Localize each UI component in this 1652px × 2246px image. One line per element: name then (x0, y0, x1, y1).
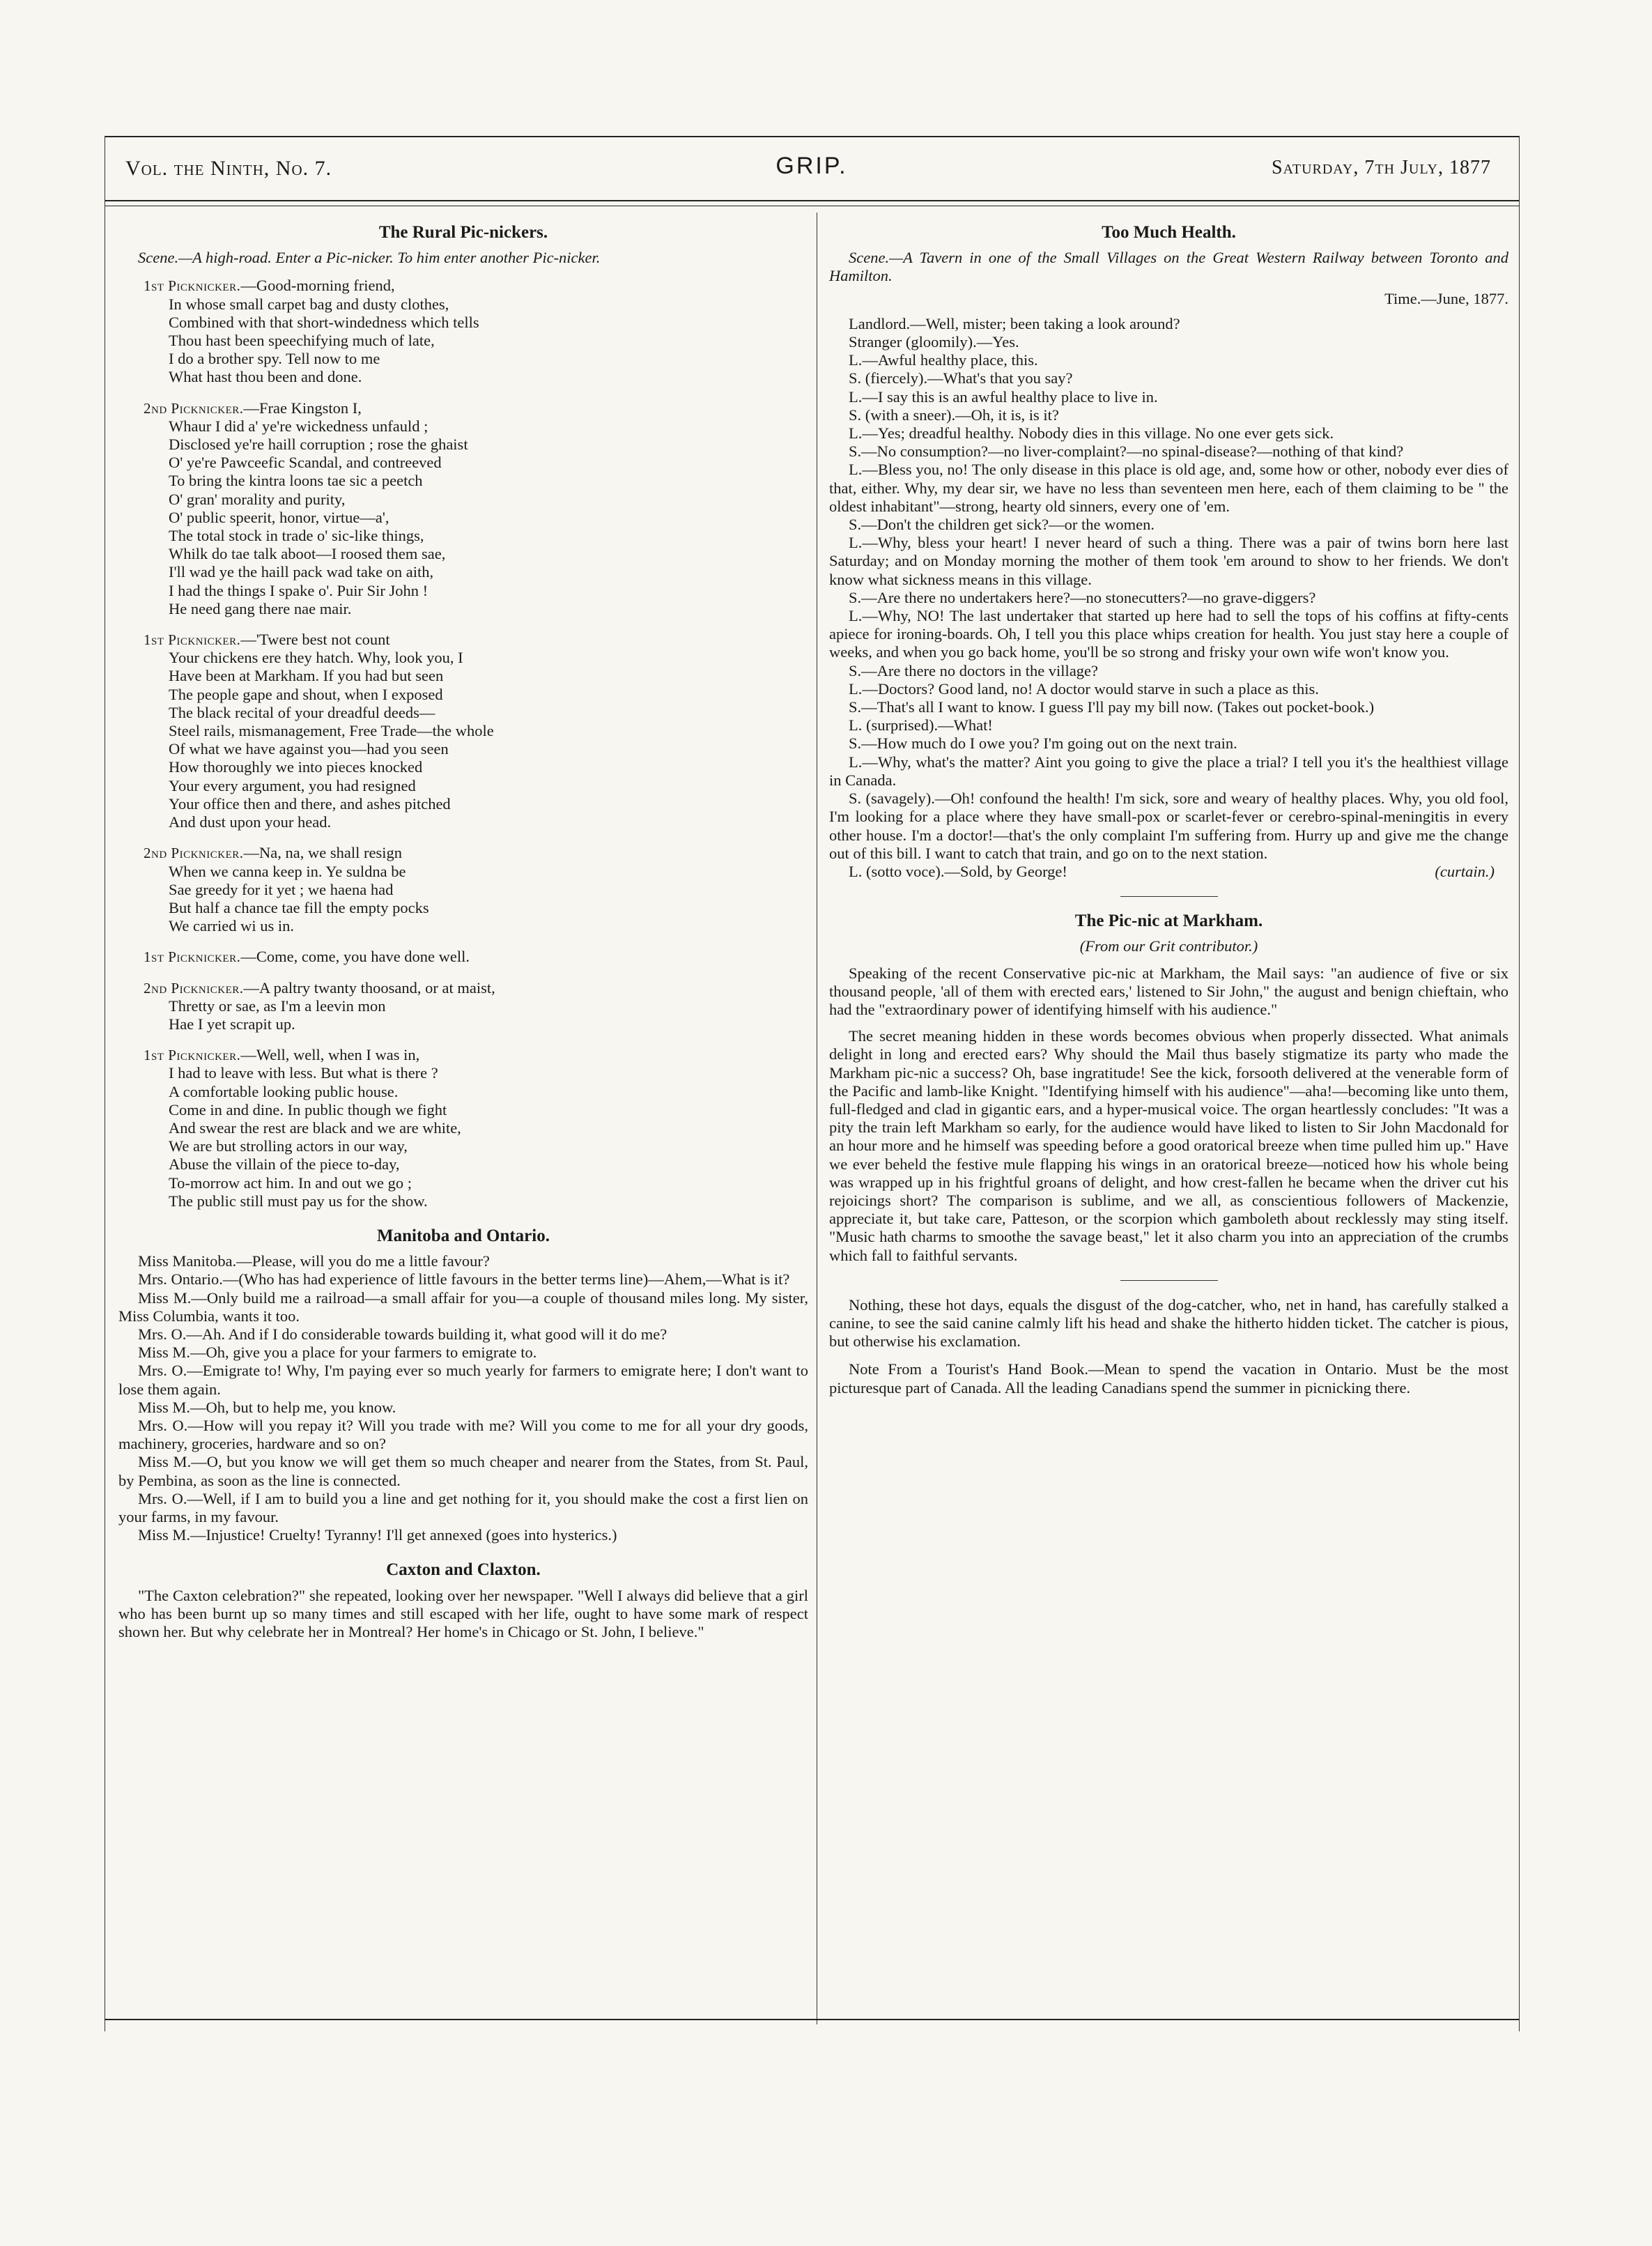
markham-article (829, 964, 1508, 1265)
verse-line: I had to leave with less. But what is there ? (169, 1064, 438, 1082)
dialogue-line: Miss M.—Only build me a railroad—a small affair for you—a couple of thousand miles long. My sister, Miss Columbia, wants it too. (118, 1289, 808, 1325)
verse-line: Whaur I did a' ye're wickedness unfauld ; (169, 417, 429, 435)
verse-line: O' public speerit, honor, virtue—a', (169, 508, 389, 526)
verse-first-line (118, 844, 808, 862)
verse-line: I do a brother spy. Tell now to me (169, 350, 380, 368)
health-dialogue (829, 315, 1508, 863)
verse-line: Have been at Markham. If you had but seen (169, 667, 444, 685)
verse-first-line (118, 948, 808, 966)
verse-line: Your every argument, you had resigned (169, 776, 416, 794)
verse-line: Thretty or sae, as I'm a leevin mon (169, 997, 386, 1015)
dialogue-line: Mrs. O.—Emigrate to! Why, I'm paying ever so much yearly for farmers to emigrate here; I don't want to lose them again. (118, 1362, 808, 1398)
speaker-name: 2nd Picknicker. (144, 845, 244, 862)
masthead-title: GRIP. (775, 153, 848, 179)
verse-speech (118, 844, 808, 935)
verse-line: But half a chance tae fill the empty pocks (169, 898, 429, 916)
nothing-paragraph: Nothing, these hot days, equals the disgust of the dog-catcher, who, net in hand, has carefully stalked a canine, to see the said canine calmly lift his head and shake the hitherto hidden ticket. The catcher is pious, but otherwise his exclamation. (829, 1295, 1508, 1351)
article-title-markham: The Pic-nic at Markham. (1074, 912, 1263, 931)
verse-first-line (118, 979, 808, 997)
verse-line: —Na, na, we shall resign (243, 844, 402, 862)
closing-line (829, 863, 1508, 881)
verse-line: Whilk do tae talk aboot—I roosed them sae, (169, 545, 446, 563)
dialogue-line: L.—Doctors? Good land, no! A doctor would starve in such a place as this. (849, 679, 1319, 698)
verse-line: I'll wad ye the haill pack wad take on aith, (169, 563, 434, 581)
header-rule (105, 200, 1519, 206)
verse-speech (118, 948, 808, 966)
verse-line: We are but strolling actors in our way, (169, 1137, 408, 1155)
verse-line: —Frae Kingston I, (243, 399, 362, 417)
dialogue-line: Miss M.—Oh, give you a place for your farmers to emigrate to. (138, 1344, 537, 1362)
verse-line: Your chickens ere they hatch. Why, look you, I (169, 649, 463, 667)
verse-speech (118, 979, 808, 1034)
dialogue-line: S. (savagely).—Oh! confound the health! I'm sick, sore and weary of healthy places. Why, you old fool, I'm looking for a place where they have small-pox or scarlet-fever or cerebro-spinal-meningitis in every other house. I'm a doctor!—that's the only complaint I'm suffering from. Hurry up and give me the change out of this bill. I want to catch that train, and go on to the next station. (829, 790, 1508, 862)
dialogue-line: S.—Don't the children get sick?—or the women. (849, 516, 1155, 534)
verse-line: What hast thou been and done. (169, 368, 362, 386)
verse-line: To bring the kintra loons tae sic a peetch (169, 472, 423, 490)
verse-line: Come in and dine. In public though we fight (169, 1100, 447, 1118)
speaker-name: 1st Picknicker. (144, 948, 241, 966)
dialogue-line: S.—That's all I want to know. I guess I'll pay my bill now. (Takes out pocket-book.) (849, 698, 1375, 716)
dialogue-line: L. (surprised).—What! (849, 716, 993, 734)
dialogue-line: Mrs. Ontario.—(Who has had experience of little favours in the better terms line)—Ahem,—What is it? (138, 1270, 790, 1289)
verse-line: How thoroughly we into pieces knocked (169, 758, 423, 776)
dialogue-line: L.—I say this is an awful healthy place to live in. (849, 387, 1158, 406)
verse-line: The people gape and shout, when I exposed (169, 685, 443, 703)
verse-first-line (118, 631, 808, 649)
verse-line: And dust upon your head. (169, 813, 332, 831)
verse-dialogue (118, 277, 808, 1210)
verse-line: Disclosed ye're haill corruption ; rose the ghaist (169, 436, 468, 454)
dialogue-line: Miss Manitoba.—Please, will you do me a little favour? (138, 1252, 490, 1270)
dialogue-line: L.—Why, bless your heart! I never heard of such a thing. There was a pair of twins born here last Saturday; and on Monday morning the mother of them took 'em around to show to her friends. We don't know what sickness means in this village. (829, 534, 1508, 588)
dialogue-line: S.—Are there no doctors in the village? (849, 661, 1099, 679)
dialogue-line: L.—Why, what's the matter? Aint you going to give the place a trial? I tell you it's the healthiest village in Canada. (829, 753, 1508, 789)
dialogue-line: S.—No consumption?—no liver-complaint?—no spinal-disease?—nothing of that kind? (849, 443, 1404, 461)
dialogue-line: Miss M.—Injustice! Cruelty! Tyranny! I'll get annexed (goes into hysterics.) (138, 1526, 617, 1544)
closing-remark: L. (sotto voce).—Sold, by George! (849, 862, 1067, 880)
dialogue-line: Mrs. O.—Well, if I am to build you a line and get nothing for it, you should make the cost a first lien on your farms, in my favour. (118, 1489, 808, 1525)
dialogue-line: L.—Bless you, no! The only disease in this place is old age, and, some how or other, nobody ever dies of that, either. Why, my dear sir, we have no less than seventeen men here, each of them claiming to be " the oldest inhabitant"—strong, hearty old sinners, every one of 'em. (829, 461, 1508, 515)
dialogue-line: Landlord.—Well, mister; been taking a look around? (849, 314, 1180, 332)
verse-line: The total stock in trade o' sic-like things, (169, 527, 424, 545)
article-title-picnickers: The Rural Pic-nickers. (378, 223, 548, 242)
verse-speech (118, 1046, 808, 1210)
article-paragraph: Speaking of the recent Conservative pic-nic at Markham, the Mail says: "an audience of five or six thousand people, 'all of them with erected ears,' listened to Sir John," the august and benign chieftain, who had the "extraordinary power of identifying himself with his audience." (829, 964, 1508, 1018)
speaker-name: 2nd Picknicker. (144, 399, 244, 417)
verse-first-line (118, 399, 808, 417)
verse-line: And swear the rest are black and we are white, (169, 1118, 461, 1137)
page-header (105, 136, 1519, 200)
article-title-health: Too Much Health. (1102, 223, 1236, 242)
dialogue-line: L.—Awful healthy place, this. (849, 351, 1038, 369)
verse-line: Your office then and there, and ashes pitched (169, 794, 451, 813)
article-paragraph: The secret meaning hidden in these words becomes obvious when properly dissected. What animals delight in long and erected ears? Why should the Mail thus basely stigmatize its party who made the Markham pic-nic a success? Oh, base ingratitude! See the kick, forsooth delivered at the venerable form of the Pacific and lamb-like Knight. "Identifying himself with his audience"—aha!—becoming like unto them, full-fledged and clad in gigantic ears, and a hyper-musical voice. The organ heartlessly concludes: "It was a pity the train left Markham so early, for the audience would have liked to listen to Sir John Macdonald for an hour more and he himself was speeding before a good oratorical breeze when time pulled him up." Have we ever beheld the festive mule flapping his wings in an oratorical breeze—noticed how his whole being was wrapped up in his frightful groans of delight, and how crest-fallen he became when the driver cut his rejoicings short? The comparison is sublime, and we all, as conscientious followers of Mackenzie, appreciate it, but take care, Patteson, or the scorpion which gamboleth about recklessly may sting itself. "Music hath charms to smoothe the savage beast," let it also charm you into an appreciation of the crumbs which fall to faithful servants. (829, 1027, 1508, 1264)
article-title-caxton: Caxton and Claxton. (386, 1560, 541, 1580)
verse-line: We carried wi us in. (169, 917, 294, 935)
verse-line: Combined with that short-windedness which tells (169, 313, 479, 331)
bottom-rule (105, 2019, 1519, 2020)
verse-line: —'Twere best not count (240, 631, 390, 649)
section-divider (1120, 896, 1218, 897)
right-column (829, 220, 1508, 1397)
tourist-note: Note From a Tourist's Hand Book.—Mean to spend the vacation in Ontario. Must be the most picturesque part of Canada. All the leading Canadians spend the summer in picnicking there. (829, 1360, 1508, 1397)
caxton-text: "The Caxton celebration?" she repeated, looking over her newspaper. "Well I always did believe that a girl who has been burnt up so many times and still escaped with her life, ought to have some mark of respect shown her. But why celebrate her in Montreal? Her home's in Chicago or St. John, I believe." (118, 1586, 808, 1641)
verse-line: The public still must pay us for the show. (169, 1192, 428, 1210)
dialogue-line: S. (fiercely).—What's that you say? (849, 369, 1073, 387)
dialogue-line: L.—Why, NO! The last undertaker that started up here had to sell the tops of his coffins at fifty-cents apiece for ironing-boards. Oh, I tell you this place whips creation for health. You just stay here a couple of weeks, and when you go back home, you'll be so strong and frisky your own wife won't know you. (829, 607, 1508, 661)
curtain-note: (curtain.) (1435, 862, 1495, 880)
dialogue-line: Stranger (gloomily).—Yes. (849, 333, 1019, 351)
dialogue-line: Miss M.—O, but you know we will get them so much cheaper and nearer from the States, from St. Paul, by Pembina, as soon as the line is connected. (118, 1453, 808, 1489)
verse-line: —Come, come, you have done well. (240, 948, 470, 966)
dialogue-line: L.—Yes; dreadful healthy. Nobody dies in this village. No one ever gets sick. (849, 424, 1334, 443)
right-border (1519, 136, 1520, 2031)
issue-date: Saturday, 7th July, 1877 (1272, 157, 1491, 178)
dialogue-line: Mrs. O.—Ah. And if I do considerable towards building it, what good will it do me? (138, 1325, 667, 1343)
verse-line: O' gran' morality and purity, (169, 490, 346, 508)
verse-speech (118, 399, 808, 618)
verse-line: O' ye're Pawceefic Scandal, and contreeved (169, 454, 442, 472)
scene-direction-health: Scene.—A Tavern in one of the Small Villages on the Great Western Railway between Toronto and Hamilton. (829, 249, 1508, 285)
verse-speech (118, 631, 808, 831)
verse-line: Steel rails, mismanagement, Free Trade—the whole (169, 722, 494, 740)
verse-speech (118, 277, 808, 386)
scene-direction: Scene.—A high-road. Enter a Pic-nicker. To him enter another Pic-nicker. (138, 249, 601, 267)
article-title-manitoba: Manitoba and Ontario. (377, 1226, 550, 1245)
dialogue-line: Miss M.—Oh, but to help me, you know. (138, 1398, 396, 1416)
verse-line: Hae I yet scrapit up. (169, 1015, 295, 1033)
verse-line: Of what we have against you—had you seen (169, 740, 449, 758)
dialogue-line: S. (with a sneer).—Oh, it is, is it? (849, 406, 1059, 424)
left-column (118, 220, 808, 1641)
verse-line: Abuse the villain of the piece to-day, (169, 1155, 400, 1174)
speaker-name: 1st Picknicker. (144, 277, 241, 295)
dialogue-line: S.—Are there no undertakers here?—no stonecutters?—no grave-diggers? (849, 588, 1316, 606)
time-note: Time.—June, 1877. (1384, 289, 1508, 307)
dialogue-line: Mrs. O.—How will you repay it? Will you trade with me? Will you come to me for all your dry goods, machinery, groceries, hardware and so on? (118, 1416, 808, 1453)
verse-first-line (118, 1046, 808, 1064)
verse-line: When we canna keep in. Ye suldna be (169, 862, 406, 880)
verse-line: Sae greedy for it yet ; we haena had (169, 880, 394, 898)
speaker-name: 1st Picknicker. (144, 1047, 241, 1064)
verse-line: I had the things I spake o'. Puir Sir John ! (169, 581, 429, 599)
volume-number: Vol. the Ninth, No. 7. (125, 157, 332, 180)
newspaper-page (105, 136, 1519, 2031)
verse-line: —Well, well, when I was in, (240, 1046, 420, 1064)
verse-line: In whose small carpet bag and dusty clothes, (169, 295, 449, 313)
section-divider (1120, 1280, 1218, 1281)
verse-line: He need gang there nae mair. (169, 599, 352, 617)
verse-first-line (118, 277, 808, 295)
verse-line: —A paltry twanty thoosand, or at maist, (243, 978, 495, 997)
verse-line: Thou hast been speechifying much of late, (169, 332, 435, 350)
verse-line: The black recital of your dreadful deeds— (169, 703, 435, 721)
verse-line: —Good-morning friend, (240, 277, 395, 295)
dialogue-line: S.—How much do I owe you? I'm going out on the next train. (849, 734, 1237, 753)
manitoba-dialogue (118, 1252, 808, 1544)
article-subtitle: (From our Grit contributor.) (1079, 937, 1258, 955)
speaker-name: 1st Picknicker. (144, 631, 241, 649)
verse-line: To-morrow act him. In and out we go ; (169, 1174, 412, 1192)
verse-line: A comfortable looking public house. (169, 1082, 399, 1100)
speaker-name: 2nd Picknicker. (144, 979, 244, 997)
